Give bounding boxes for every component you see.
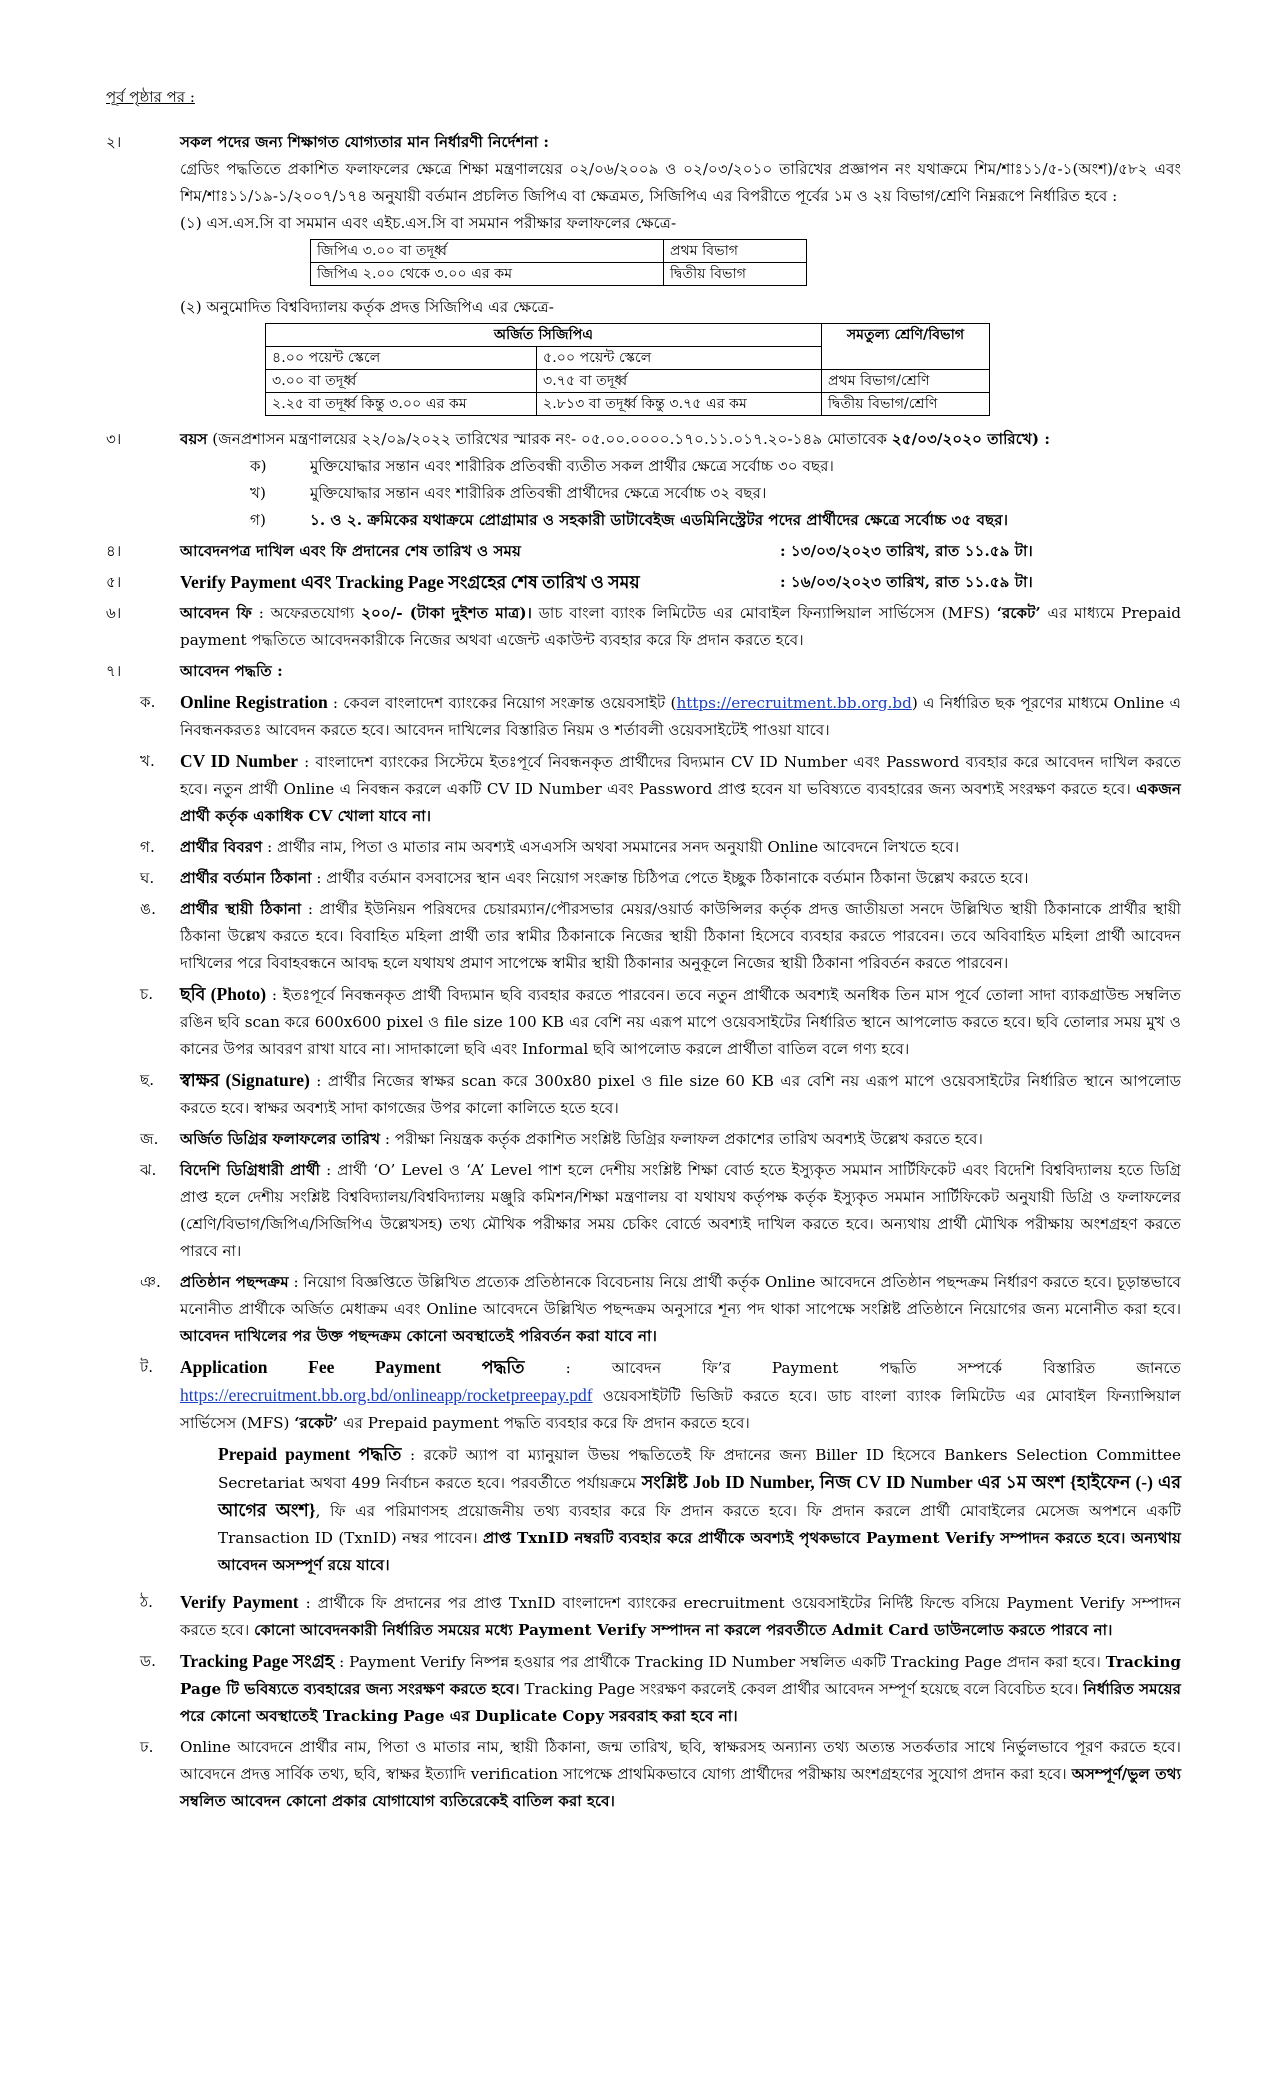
section-number: ৪। bbox=[106, 542, 122, 560]
age-item: গ) ১. ও ২. ক্রমিকের যথাক্রমে প্রোগ্রামার ও সহকারী ডাটাবেইজ এডমিনিস্ট্রেটর পদের প্রার্থীদের ক্ষেত্রে সর্বোচ্চ ৩৫ বছর। bbox=[250, 511, 1009, 529]
list-item-kha: খ. CV ID Number : বাংলাদেশ ব্যাংকের সিস্টেমে ইতঃপূর্বে নিবন্ধনকৃত প্রার্থীদের বিদ্যমান CV ID Number এবং Password ব্যবহার করে আবেদন দাখিল করতে হবে। নতুন প্রার্থী Online এ নিবন্ধন করলে একটি CV ID Number এবং Password প্রাপ্ত হবেন যা ভবিষ্যতে ব্যবহারের জন্য অবশ্যই সংরক্ষণ করতে হবে। একজন প্রার্থী কর্তৃক একাধিক CV খোলা যাবে না। bbox=[140, 751, 1182, 825]
section-4 bbox=[106, 538, 1181, 565]
section-3 bbox=[106, 426, 1181, 534]
section-6 bbox=[106, 600, 1181, 654]
list-item-ta: ট. Application Fee Payment পদ্ধতি : আবেদন ফি’র Payment পদ্ধতি সম্পর্কে বিস্তারিত জানতে https://erecruitment.bb.org.bd/onlineapp/rocketpreepay.pdf ওয়েবসাইটটি ভিজিট করতে হবে। ডাচ বাংলা ব্যাংক লিমিটেড এর মোবাইল ফিন্যান্সিয়াল সার্ভিসেস (MFS) ‘রকেট’ এর Prepaid payment পদ্ধতি ব্যবহার করে ফি প্রদান করতে হবে। bbox=[140, 1357, 1181, 1432]
section-intro: গ্রেডিং পদ্ধতিতে প্রকাশিত ফলাফলের ক্ষেত্রে শিক্ষা মন্ত্রণালয়ের ০২/০৬/২০০৯ ও ০২/০৩/২০১০ তারিখের প্রজ্ঞাপন নং যথাক্রমে শিম/শাঃ১১/৫-১(অংশ)/৫৮২ এবং শিম/শাঃ১১/১৯-১/২০০৭/১৭৪ অনুযায়ী বর্তমান প্রচলিত জিপিএ বা ক্ষেত্রমত, সিজিপিএ এর বিপরীতে পূর্বের ১ম ও ২য় বিভাগ/শ্রেণি নিম্নরূপে নির্ধারিত হবে : bbox=[180, 160, 1181, 205]
section-number: ৭। bbox=[106, 662, 122, 680]
table-cell: জিপিএ ৩.০০ বা তদূর্ধ্ব bbox=[311, 240, 664, 263]
list-item-ja: জ. অর্জিত ডিগ্রির ফলাফলের তারিখ : পরীক্ষা নিয়ন্ত্রক কর্তৃক প্রকাশিত সংশ্লিষ্ট ডিগ্রির ফলাফল প্রকাশের তারিখ অবশ্যই উল্লেখ করতে হবে। bbox=[140, 1130, 983, 1148]
prepaid-payment-block: Prepaid payment পদ্ধতি : রকেট অ্যাপ বা ম্যানুয়াল উভয় পদ্ধতিতেই ফি প্রদানের জন্য Biller ID হিসেবে Bankers Selection Committee Secretariat অথবা 499 নির্বাচন করতে হবে। পরবর্তীতে পর্যায়ক্রমে সংশ্লিষ্ট Job ID Number, নিজ CV ID Number এর ১ম অংশ {হাইফেন (-) এর আগের অংশ}, ফি এর পরিমাণসহ প্রয়োজনীয় তথ্য ব্যবহার করে ফি প্রদান করতে হবে। ফি প্রদান করলে প্রার্থী মোবাইলের মেসেজ অপশনে একটি Transaction ID (TxnID) নম্বর পাবেন। প্রাপ্ত TxnID নম্বরটি ব্যবহার করে প্রার্থীকে অবশ্যই পৃথকভাবে Payment Verify সম্পাদন করতে হবে। অন্যথায় আবেদন অসম্পূর্ণ রয়ে যাবে। bbox=[218, 1444, 1181, 1574]
table-header: সমতুল্য শ্রেণি/বিভাগ bbox=[822, 324, 990, 370]
section-number: ২। bbox=[106, 133, 122, 151]
table-header: অর্জিত সিজিপিএ bbox=[266, 324, 822, 347]
list-item-chha: ছ. স্বাক্ষর (Signature) : প্রার্থীর নিজের স্বাক্ষর scan করে 300x80 pixel ও file size 60 KB এর বেশি নয় এরূপ মাপে ওয়েবসাইটের নির্ধারিত স্থানে আপলোড করতে হবে। স্বাক্ষর অবশ্যই সাদা কাগজের উপর কালো কালিতে হতে হবে। bbox=[140, 1070, 1181, 1117]
table-cell: দ্বিতীয় বিভাগ bbox=[664, 263, 807, 286]
table-header-row bbox=[266, 324, 990, 347]
table-cell: ৪.০০ পয়েন্ট স্কেলে bbox=[266, 347, 537, 370]
list-item-ka: ক. Online Registration : কেবল বাংলাদেশ ব্যাংকের নিয়োগ সংক্রান্ত ওয়েবসাইট (https://erecruitment.bb.org.bd) এ নির্ধারিত ছক পূরণের মাধ্যমে Online এ নিবন্ধনকরতঃ আবেদন করতে হবে। আবেদন দাখিলের বিস্তারিত নিয়ম ও শর্তাবলী ওয়েবসাইটেই পাওয়া যাবে। bbox=[140, 692, 1181, 739]
table-cell: ৩.০০ বা তদূর্ধ্ব bbox=[266, 370, 537, 393]
section-number: ৩। bbox=[106, 430, 122, 448]
rocket-payment-link[interactable]: https://erecruitment.bb.org.bd/onlineapp/rocketpreepay.pdf bbox=[180, 1385, 593, 1405]
continued-note: পূর্ব পৃষ্ঠার পর : bbox=[106, 88, 195, 106]
table-row bbox=[266, 393, 990, 416]
list-item-nio: ঞ. প্রতিষ্ঠান পছন্দক্রম : নিয়োগ বিজ্ঞপ্তিতে উল্লিখিত প্রত্যেক প্রতিষ্ঠানকে বিবেচনায় নিয়ে প্রার্থী কর্তৃক Online আবেদনে প্রতিষ্ঠান পছন্দক্রম নির্ধারণ করতে হবে। চূড়ান্তভাবে মনোনীত প্রার্থীকে অর্জিত মেধাক্রম এবং Online আবেদনে উল্লিখিত পছন্দক্রম অনুসারে শূন্য পদ থাকা সাপেক্ষে সংশ্লিষ্ট প্রতিষ্ঠানে নিয়োগের জন্য মনোনীত করা হবে। আবেদন দাখিলের পর উক্ত পছন্দক্রম কোনো অবস্থাতেই পরিবর্তন করা যাবে না। bbox=[140, 1273, 1182, 1345]
table-cell: ৩.৭৫ বা তদূর্ধ্ব bbox=[537, 370, 822, 393]
list-item-da: ড. Tracking Page সংগ্রহ : Payment Verify নিষ্পন্ন হওয়ার পর প্রার্থীকে Tracking ID Number সম্বলিত একটি Tracking Page প্রদান করা হবে। Tracking Page টি ভবিষ্যতে ব্যবহারের জন্য সংরক্ষণ করতে হবে। Tracking Page সংরক্ষণ করলেই কেবল প্রার্থীর আবেদন সম্পূর্ণ হয়েছে বলে বিবেচিত হবে। নির্ধারিত সময়ের পরে কোনো অবস্থাতেই Tracking Page এর Duplicate Copy সরবরাহ করা হবে না। bbox=[140, 1651, 1182, 1725]
circular-page bbox=[106, 84, 1181, 1819]
table-cell: ২.২৫ বা তদূর্ধ্ব কিন্তু ৩.০০ এর কম bbox=[266, 393, 537, 416]
deadline-value: : ১৩/০৩/২০২৩ তারিখ, রাত ১১.৫৯ টা। bbox=[780, 542, 1033, 560]
list-item-ga: গ. প্রার্থীর বিবরণ : প্রার্থীর নাম, পিতা ও মাতার নাম অবশ্যই এসএসসি অথবা সমমানের সনদ অনুযায়ী Online আবেদনে লিখতে হবে। bbox=[140, 838, 960, 856]
section-7 bbox=[106, 658, 1181, 685]
gpa-table bbox=[310, 239, 807, 286]
section-5 bbox=[106, 569, 1181, 596]
section-2 bbox=[106, 129, 1181, 422]
list-item-gha: ঘ. প্রার্থীর বর্তমান ঠিকানা : প্রার্থীর বর্তমান বসবাসের স্থান এবং নিয়োগ সংক্রান্ত চিঠিপত্র পেতে ইচ্ছুক ঠিকানাকে বর্তমান ঠিকানা উল্লেখ করতে হবে। bbox=[140, 869, 1029, 887]
sub-heading-cgpa: (২) অনুমোদিত বিশ্ববিদ্যালয় কর্তৃক প্রদত্ত সিজিপিএ এর ক্ষেত্রে- bbox=[180, 298, 554, 316]
table-cell: ২.৮১৩ বা তদূর্ধ্ব কিন্তু ৩.৭৫ এর কম bbox=[537, 393, 822, 416]
age-lead: বয়স bbox=[180, 430, 208, 448]
section-title: আবেদন পদ্ধতি : bbox=[180, 662, 283, 680]
table-row bbox=[266, 370, 990, 393]
table-row bbox=[311, 240, 807, 263]
sub-heading-ssc: (১) এস.এস.সি বা সমমান এবং এইচ.এস.সি বা সমমান পরীক্ষার ফলাফলের ক্ষেত্রে- bbox=[180, 214, 677, 232]
age-text: (জনপ্রশাসন মন্ত্রণালয়ের ২২/০৯/২০২২ তারিখের স্মারক নং- ০৫.০০.০০০০.১৭০.১১.০১৭.২০-১৪৯ মোতাবেক bbox=[207, 430, 892, 448]
table-cell: দ্বিতীয় বিভাগ/শ্রেণি bbox=[822, 393, 990, 416]
section-title: সকল পদের জন্য শিক্ষাগত যোগ্যতার মান নির্ধারণী নির্দেশনা : bbox=[180, 133, 549, 151]
list-item-tha: ঠ. Verify Payment : প্রার্থীকে ফি প্রদানের পর প্রাপ্ত TxnID বাংলাদেশ ব্যাংকের erecruitment ওয়েবসাইটের নির্দিষ্ট ফিল্ডে বসিয়ে Payment Verify সম্পাদন করতে হবে। কোনো আবেদনকারী নির্ধারিত সময়ের মধ্যে Payment Verify সম্পাদন না করলে পরবর্তীতে Admit Card ডাউনলোড করতে পারবে না। bbox=[140, 1592, 1181, 1639]
list-item-uo: ঙ. প্রার্থীর স্থায়ী ঠিকানা : প্রার্থীর ইউনিয়ন পরিষদের চেয়ারম্যান/পৌরসভার মেয়র/ওয়ার্ড কাউন্সিলর কর্তৃক প্রদত্ত জাতীয়তা সনদে উল্লিখিত স্থায়ী ঠিকানাকে প্রার্থীর স্থায়ী ঠিকানা উল্লেখ করতে হবে। বিবাহিত মহিলা প্রার্থী তার স্বামীর ঠিকানাকে নিজের স্থায়ী ঠিকানা হিসেবে ব্যবহার করতে পারবেন। তবে অবিবাহিত মহিলা প্রার্থী আবেদন দাখিলের পরে বিবাহবন্ধনে আবদ্ধ হলে যথাযথ প্রমাণ সাপেক্ষে স্বামীর স্থায়ী ঠিকানার অনুকূলে নিজের স্থায়ী ঠিকানা পরিবর্তন করতে পারবেন। bbox=[140, 900, 1181, 972]
deadline-label: আবেদনপত্র দাখিল এবং ফি প্রদানের শেষ তারিখ ও সময় bbox=[180, 542, 521, 560]
table-cell: প্রথম বিভাগ/শ্রেণি bbox=[822, 370, 990, 393]
table-row bbox=[311, 263, 807, 286]
erecruitment-link[interactable]: https://erecruitment.bb.org.bd bbox=[676, 694, 912, 712]
table-cell: জিপিএ ২.০০ থেকে ৩.০০ এর কম bbox=[311, 263, 664, 286]
list-item-jha: ঝ. বিদেশি ডিগ্রিধারী প্রার্থী : প্রার্থী ‘O’ Level ও ‘A’ Level পাশ হলে দেশীয় সংশ্লিষ্ট শিক্ষা বোর্ড হতে ইস্যুকৃত সমমান সার্টিফিকেট এবং বিদেশি বিশ্ববিদ্যালয় হতে ডিগ্রি প্রাপ্ত হলে দেশীয় সংশ্লিষ্ট বিশ্ববিদ্যালয়/বিশ্ববিদ্যালয় মঞ্জুরি কমিশন/শিক্ষা মন্ত্রণালয় বা যথাযথ কর্তৃপক্ষ কর্তৃক ইস্যুকৃত সমমান সার্টিফিকেট অনুযায়ী ডিগ্রি ও ফলাফলের (শ্রেণি/বিভাগ/জিপিএ/সিজিপিএ উল্লেখসহ) তথ্য মৌখিক পরীক্ষার সময় চেকিং বোর্ডে অবশ্যই দাখিল করতে হবে। অন্যথায় প্রার্থী মৌখিক পরীক্ষায় অংশগ্রহণ করতে পারবে না। bbox=[140, 1161, 1181, 1260]
fee-text: আবেদন ফি : অফেরতযোগ্য ২০০/- (টাকা দুইশত মাত্র)। ডাচ বাংলা ব্যাংক লিমিটেড এর মোবাইল ফিন্যান্সিয়াল সার্ভিসেস (MFS) ‘রকেট’ এর মাধ্যমে Prepaid payment পদ্ধতিতে আবেদনকারীকে নিজের অথবা এজেন্ট একাউন্ট ব্যবহার করে ফি প্রদান করতে হবে। bbox=[180, 604, 1181, 649]
age-date: ২৫/০৩/২০২০ তারিখে) : bbox=[891, 430, 1050, 448]
table-cell: ৫.০০ পয়েন্ট স্কেলে bbox=[537, 347, 822, 370]
section-number: ৬। bbox=[106, 604, 122, 622]
list-item-cha: চ. ছবি (Photo) : ইতঃপূর্বে নিবন্ধনকৃত প্রার্থী বিদ্যমান ছবি ব্যবহার করতে পারবেন। তবে নতুন প্রার্থীকে অবশ্যই অনধিক তিন মাস পূর্বে তোলা সাদা ব্যাকগ্রাউন্ড সম্বলিত রঙিন ছবি scan করে 600x600 pixel ও file size 100 KB এর বেশি নয় এরূপ মাপে ওয়েবসাইটের নির্ধারিত স্থানে আপলোড করতে হবে। ছবি তোলার সময় মুখ ও কানের উপর আবরণ রাখা যাবে না। সাদাকালো ছবি এবং Informal ছবি আপলোড করলে প্রার্থীতা বাতিল বলে গণ্য হবে। bbox=[140, 984, 1181, 1058]
age-heading bbox=[180, 426, 1181, 453]
verify-deadline-label: Verify Payment এবং Tracking Page সংগ্রহের শেষ তারিখ ও সময় bbox=[180, 572, 640, 592]
age-item: ক) মুক্তিযোদ্ধার সন্তান এবং শারীরিক প্রতিবন্ধী ব্যতীত সকল প্রার্থীর ক্ষেত্রে সর্বোচ্চ ৩০ বছর। bbox=[250, 457, 834, 475]
list-item-dha: ঢ. Online আবেদনে প্রার্থীর নাম, পিতা ও মাতার নাম, স্থায়ী ঠিকানা, জন্ম তারিখ, ছবি, স্বাক্ষরসহ অন্যান্য তথ্য অত্যন্ত সতর্কতার সাথে নির্ভুলভাবে পূরণ করতে হবে। আবেদনে প্রদত্ত সার্বিক তথ্য, ছবি, স্বাক্ষর ইত্যাদি verification সাপেক্ষে প্রাথমিকভাবে যোগ্য প্রার্থীদের পরীক্ষায় অংশগ্রহণের সুযোগ প্রদান করা হবে। অসম্পূর্ণ/ভুল তথ্য সম্বলিত আবেদন কোনো প্রকার যোগাযোগ ব্যতিরেকেই বাতিল করা হবে। bbox=[140, 1738, 1182, 1810]
verify-deadline-value: : ১৬/০৩/২০২৩ তারিখ, রাত ১১.৫৯ টা। bbox=[780, 573, 1033, 591]
cgpa-table bbox=[265, 323, 990, 416]
age-item: খ) মুক্তিযোদ্ধার সন্তান এবং শারীরিক প্রতিবন্ধী প্রার্থীদের ক্ষেত্রে সর্বোচ্চ ৩২ বছর। bbox=[250, 484, 767, 502]
table-cell: প্রথম বিভাগ bbox=[664, 240, 807, 263]
section-number: ৫। bbox=[106, 573, 122, 591]
